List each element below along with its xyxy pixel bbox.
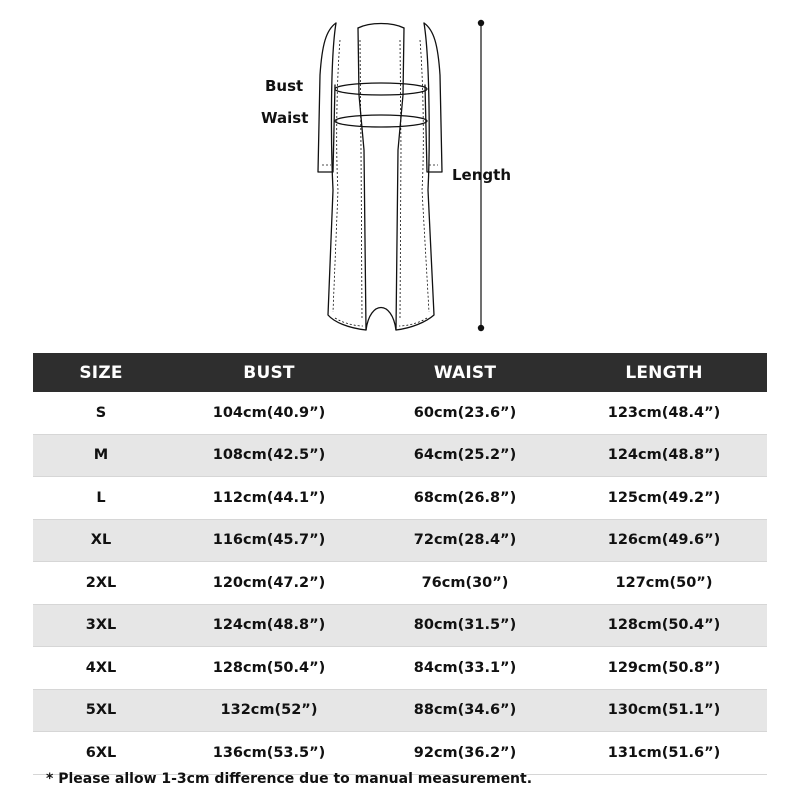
length-cell: 124cm(48.8”): [561, 434, 767, 477]
size-cell: M: [33, 434, 169, 477]
length-cell: 123cm(48.4”): [561, 392, 767, 434]
table-row: [33, 647, 767, 690]
bust-cell: 132cm(52”): [169, 689, 369, 732]
waist-label: Waist: [261, 109, 309, 127]
table-row: [33, 604, 767, 647]
waist-cell: 64cm(25.2”): [369, 434, 561, 477]
table-row: [33, 434, 767, 477]
bust-cell: 108cm(42.5”): [169, 434, 369, 477]
waist-cell: 88cm(34.6”): [369, 689, 561, 732]
size-cell: 3XL: [33, 604, 169, 647]
table-row: [33, 732, 767, 775]
length-cell: 131cm(51.6”): [561, 732, 767, 775]
waist-cell: 92cm(36.2”): [369, 732, 561, 775]
column-header-size: SIZE: [33, 353, 169, 392]
cardigan-outline-drawing: [0, 0, 800, 350]
waist-cell: 80cm(31.5”): [369, 604, 561, 647]
size-cell: 4XL: [33, 647, 169, 690]
size-table-body: [33, 392, 767, 774]
size-cell: XL: [33, 519, 169, 562]
table-row: [33, 689, 767, 732]
column-header-bust: BUST: [169, 353, 369, 392]
garment-diagram: [0, 0, 800, 350]
size-chart-table: [33, 353, 767, 775]
length-label: Length: [452, 166, 511, 184]
measurement-note: * Please allow 1-3cm difference due to manual measurement.: [46, 771, 533, 787]
table-row: [33, 519, 767, 562]
length-cell: 130cm(51.1”): [561, 689, 767, 732]
length-cell: 129cm(50.8”): [561, 647, 767, 690]
bust-cell: 116cm(45.7”): [169, 519, 369, 562]
table-row: [33, 392, 767, 434]
waist-cell: 84cm(33.1”): [369, 647, 561, 690]
bust-label: Bust: [265, 77, 304, 95]
size-cell: L: [33, 477, 169, 520]
size-cell: 5XL: [33, 689, 169, 732]
bust-cell: 120cm(47.2”): [169, 562, 369, 605]
column-header-waist: WAIST: [369, 353, 561, 392]
bust-cell: 124cm(48.8”): [169, 604, 369, 647]
length-cell: 125cm(49.2”): [561, 477, 767, 520]
size-cell: 6XL: [33, 732, 169, 775]
waist-cell: 72cm(28.4”): [369, 519, 561, 562]
waist-cell: 60cm(23.6”): [369, 392, 561, 434]
bust-cell: 128cm(50.4”): [169, 647, 369, 690]
bust-cell: 112cm(44.1”): [169, 477, 369, 520]
size-cell: 2XL: [33, 562, 169, 605]
waist-cell: 76cm(30”): [369, 562, 561, 605]
table-row: [33, 477, 767, 520]
table-header-row: [33, 353, 767, 392]
length-cell: 128cm(50.4”): [561, 604, 767, 647]
size-cell: S: [33, 392, 169, 434]
bust-cell: 136cm(53.5”): [169, 732, 369, 775]
bust-cell: 104cm(40.9”): [169, 392, 369, 434]
length-cell: 127cm(50”): [561, 562, 767, 605]
table-row: [33, 562, 767, 605]
column-header-length: LENGTH: [561, 353, 767, 392]
length-cell: 126cm(49.6”): [561, 519, 767, 562]
waist-cell: 68cm(26.8”): [369, 477, 561, 520]
